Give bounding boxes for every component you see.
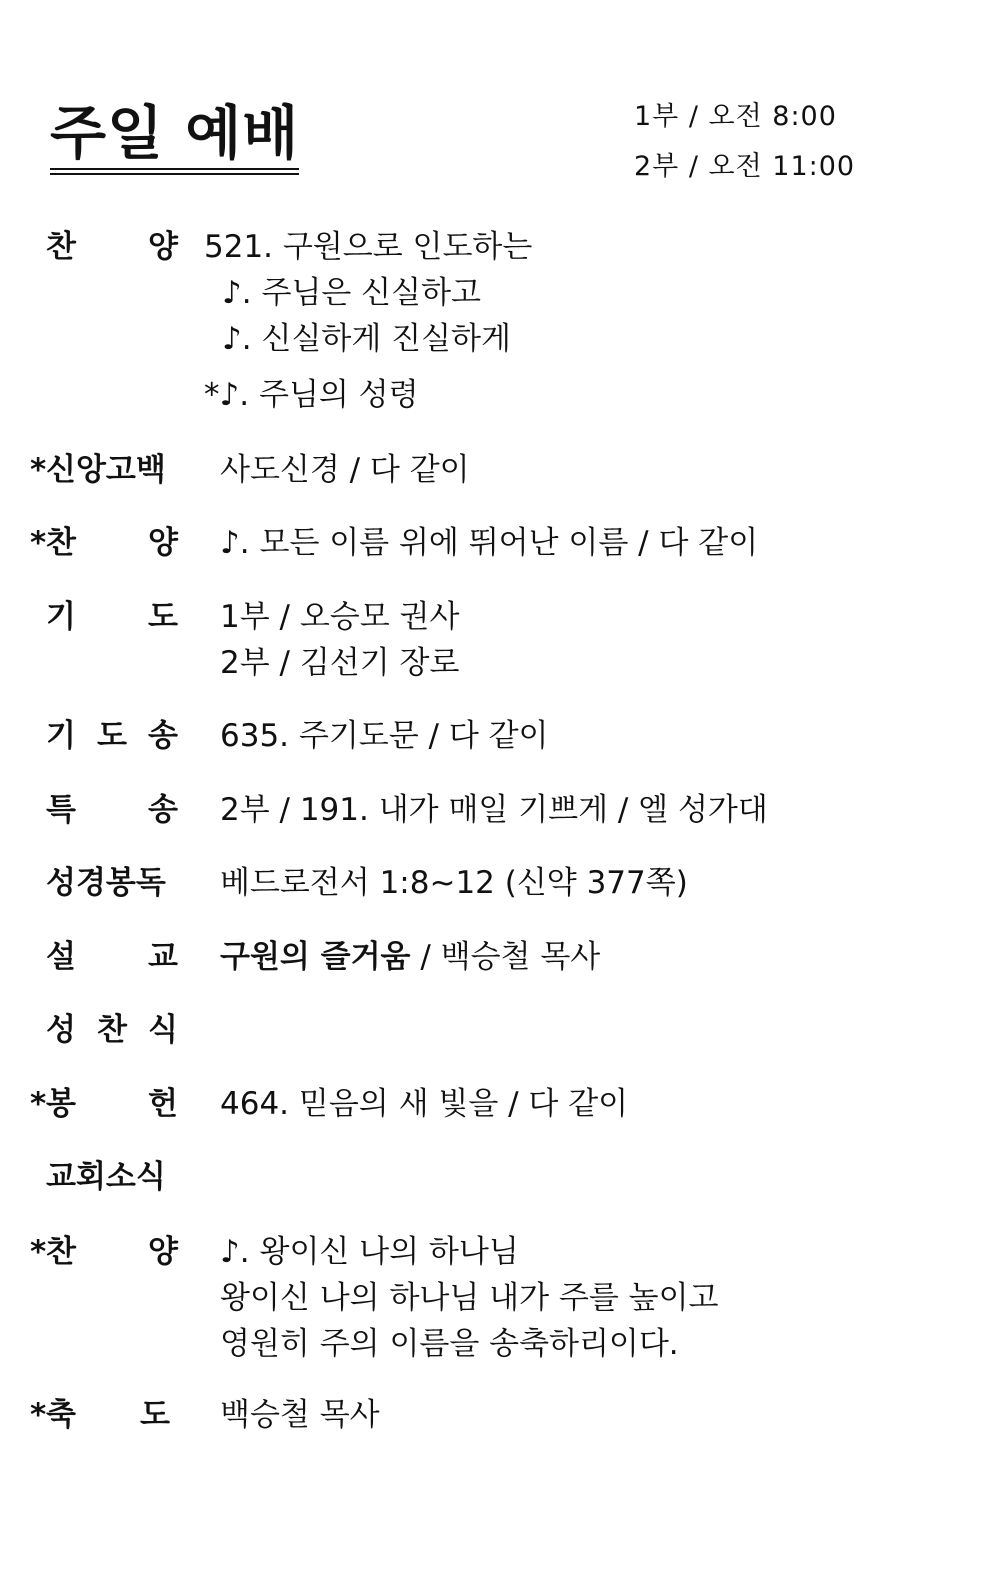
order-label: 교회소식: [30, 1154, 178, 1200]
order-label: 성경봉독: [30, 860, 178, 906]
content-line: 2부 / 김선기 장로: [220, 645, 460, 681]
content-line: 464. 믿음의 새 빛을 / 다 같이: [220, 1086, 629, 1122]
standing-mark: *: [30, 1234, 47, 1270]
standing-mark: [30, 1007, 46, 1053]
content-line: 사도신경 / 다 같이: [220, 452, 470, 488]
service-time-2: 2부 / 오전 11:00: [634, 151, 856, 182]
order-content: [220, 934, 600, 980]
standing-mark: [30, 1154, 46, 1200]
service-time-1: 1부 / 오전 8:00: [634, 101, 837, 132]
content-line: ♪. 주님은 신실하고: [222, 275, 481, 311]
sermon-title: 구원의 즐거움: [220, 939, 411, 975]
order-label: 설 교: [30, 934, 178, 980]
standing-mark: [30, 224, 46, 270]
order-content: [220, 520, 758, 566]
content-line: [220, 934, 600, 980]
order-content: [220, 447, 470, 493]
order-label: 기 도 송: [30, 713, 178, 759]
standing-mark: *: [30, 525, 47, 561]
content-line: 635. 주기도문 / 다 같이: [220, 718, 549, 754]
order-label: 찬 양: [30, 224, 178, 270]
order-label: 성 찬 식: [30, 1007, 178, 1053]
standing-mark: *: [30, 452, 47, 488]
order-label: 기 도: [30, 594, 178, 640]
order-label: * 신앙고백: [30, 447, 178, 493]
content-line: 백승철 목사: [220, 1397, 380, 1433]
standing-mark: *: [30, 1397, 47, 1433]
sermon-preacher: / 백승철 목사: [410, 939, 601, 975]
standing-mark: [30, 594, 46, 640]
service-times: [634, 100, 855, 200]
page-title: 주일 예배: [50, 104, 299, 175]
order-label: * 축 도: [30, 1392, 178, 1438]
content-line: 왕이신 나의 하나님 내가 주를 높이고: [220, 1280, 719, 1316]
content-line: ♪. 신실하게 진실하게: [222, 321, 511, 357]
order-content: [220, 594, 459, 686]
order-content: [220, 1229, 718, 1367]
content-line: 521. 구원으로 인도하는: [204, 229, 533, 265]
order-label: * 찬 양: [30, 520, 178, 566]
order-label: * 찬 양: [30, 1229, 178, 1275]
content-line: ♪. 모든 이름 위에 뛰어난 이름 / 다 같이: [220, 525, 759, 561]
content-line: 베드로전서 1:8~12 (신약 377쪽): [220, 865, 688, 901]
order-content: [220, 1392, 380, 1438]
order-content: [220, 787, 768, 833]
standing-mark: [30, 860, 46, 906]
order-label: * 봉 헌: [30, 1081, 178, 1127]
content-line: 2부 / 191. 내가 매일 기쁘게 / 엘 성가대: [220, 792, 768, 828]
standing-mark: *: [30, 1086, 47, 1122]
content-line: 1부 / 오승모 권사: [220, 599, 460, 635]
order-content: [220, 1081, 628, 1127]
standing-mark: [30, 713, 46, 759]
content-line: ♪. 왕이신 나의 하나님: [220, 1234, 519, 1270]
content-line: *♪. 주님의 성령: [204, 377, 419, 413]
order-content: [204, 224, 532, 418]
order-label: 특 송: [30, 787, 178, 833]
standing-mark: [30, 787, 46, 833]
order-content: [220, 860, 688, 906]
content-line: 영원히 주의 이름을 송축하리이다.: [220, 1326, 679, 1362]
order-content: [220, 713, 549, 759]
standing-mark: [30, 934, 46, 980]
